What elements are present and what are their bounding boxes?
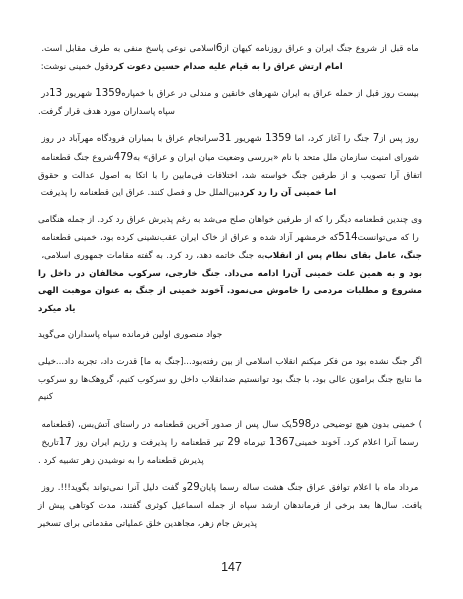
text-run: 29 — [186, 482, 200, 494]
text-run: 598 — [291, 418, 312, 430]
text-run: جواد منصوری اولین فرمانده سپاه پاسداران می‌گوید — [38, 330, 223, 341]
paragraph — [38, 130, 422, 202]
text-run: 6 — [215, 43, 223, 54]
text-run: اگر جنگ نشده بود من فکر میکنم انقلاب اسلامی از بین رفته‌بود...[جنگ به ما] قدرت داد، تجربه داد...خیلی ما نتایج جنگ براموَن عالی بود، با جنگ بود توانستیم ضدانقلاب داخل رو سرکوب کنیم، گروهک‌ها رو سرکوب کنیم — [38, 356, 422, 403]
text-run: 1359 — [265, 133, 292, 145]
text-run: روز پس از شروع جنگ قطعنامه — [38, 134, 423, 163]
bold-text-run: امام ارتش عراق را به قیام علیه صدام حسین دعوت کرد — [108, 61, 343, 72]
text-run: 31 — [218, 133, 232, 145]
text-run: را که می‌توانست به جنگ خاتمه دهد، رد کرد. به گفته مقامات جمهوری اسلامی، — [38, 233, 422, 261]
paragraph — [38, 479, 422, 533]
paragraph — [38, 327, 422, 345]
text-run: رسما آنرا اعلام کرد. آخوند خمینی پذیرش قطعنامه را به نوشیدن زهر تشبیه کرد . — [38, 438, 423, 466]
paragraph — [38, 354, 422, 407]
paragraph — [38, 416, 422, 471]
text-run: مرداد ماه با اعلام توافق عراق جنگ هشت ساله رسما پایان یافت. سال‌ها بعد برخی از فرماندهان ارشد سپاه از جمله اسماعیل کوثری گفتند، مدت کوتاهی پیش از پذیرش جام زهر، مجاهدین خلق عملیاتی مقدماتی برای تسخیر — [38, 483, 422, 529]
text-run: 7 — [372, 133, 380, 145]
text-run: جنگ را آغاز کرد، اما — [291, 134, 373, 145]
page-number: 147 — [221, 560, 242, 574]
page-content — [38, 40, 422, 542]
text-run: 514 — [338, 232, 358, 244]
text-run: در — [38, 89, 50, 100]
text-run: 1359 — [95, 88, 122, 100]
text-run: 17 — [58, 437, 72, 449]
text-run: 1367 — [268, 437, 295, 449]
text-run: شهریور — [231, 134, 266, 145]
text-run: یک سال پس از صدور آخرین قطعنامه در راستای آتش‌بس، (قطعنامه — [38, 419, 292, 430]
bold-text-run: جنگ، عامل بقای نظام پس از انقلاب بود و به همین علت خمینی آن‌را ادامه می‌داد. جنگ خارجی، سرکوب مخالفان در داخل را مشروع و مطلبات مردمی را خاموش می‌نمود. آخوند خمینی از جنگ به عنوان موهبت الهی یاد میکرد — [38, 250, 422, 314]
text-run: و گفت دلیل آنرا نمی‌تواند بگوید!!!. روز — [38, 483, 187, 494]
paragraph — [38, 85, 422, 121]
text-run: شهریور — [62, 89, 96, 100]
text-run: بیست روز قبل از حمله عراق به ایران شهرهای خانقین و مندلی در عراق با خمپاره سپاه پاسداران مورد هدف قرار گرفت. — [38, 89, 422, 117]
text-run: 479 — [113, 151, 134, 163]
text-run: تیرماه — [240, 438, 269, 449]
text-run: اسلامی نوعی پاسخ منفی به طرف مقابل است. — [38, 44, 216, 54]
bold-text-run: اما خمینی آن را رد کرد — [239, 188, 337, 199]
text-run: سرانجام عراق با بمباران فرودگاه مهرآباد در روز — [38, 134, 219, 145]
paragraph — [38, 212, 422, 319]
text-run: وی چندین قطعنامه دیگر را که از طرفین خواهان صلح می‌شد به رغم پذیرش عراق رد کرد. از جمله هنگامی که خرمشهر آزاد شده و عراق از خاک ایران عقب‌نشینی کرده بود، خمینی قطعنامه — [38, 214, 422, 244]
text-run: شورای امنیت سازمان ملل متحد با نام «بررسی وضعیت میان ایران و عراق» به اتفاق آرا تصویب و از طرفین جنگ خواسته شد، اختلافات فی‌مابین را با اتکا به اصول عدالت و حقوق بین‌الملل حل و فصل کنند. عراق این قطعنامه را پذیرفت — [38, 152, 422, 199]
paragraph — [38, 40, 422, 76]
text-run: ماه قبل از شروع جنگ ایران و عراق روزنامه کیهان از قول خمینی نوشت: — [38, 44, 422, 72]
text-run: تیر قطعنامه را پذیرفت و رژیم ایران روز — [71, 438, 228, 449]
text-run: ) خمینی بدون هیچ توضیحی در تاریخ — [38, 419, 422, 449]
text-run: 29 — [227, 437, 241, 449]
text-run: 13 — [49, 88, 63, 100]
